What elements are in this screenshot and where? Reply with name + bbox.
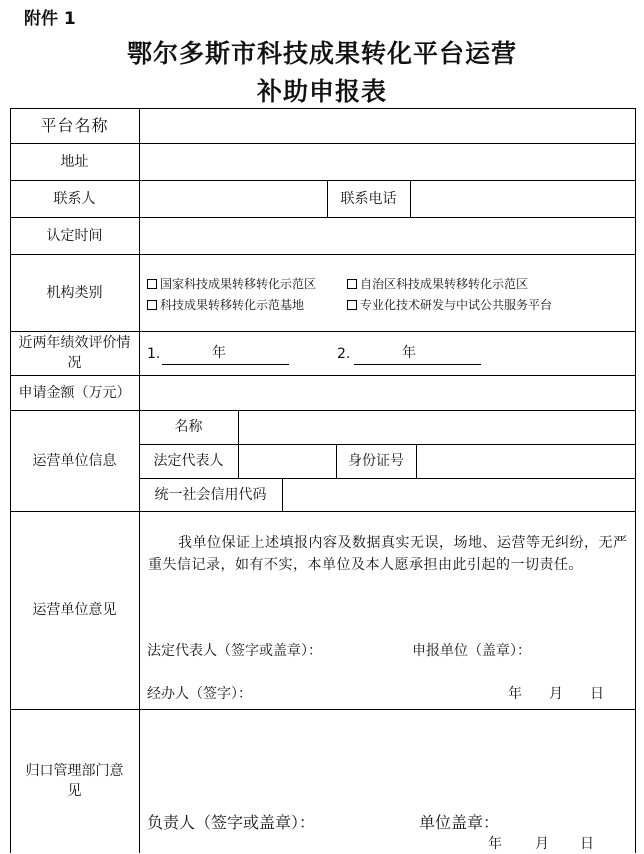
performance-item2-number: 2. (337, 346, 351, 362)
performance-item1-year: 年 (212, 345, 226, 361)
org-option-national[interactable]: 国家科技成果转移转化示范区 (147, 276, 316, 292)
form-title-line2: 补助申报表 (256, 77, 387, 106)
legal-sign-label: 法定代表人（签字或盖章）： (147, 643, 322, 659)
form-title-line1: 鄂尔多斯市科技成果转化平台运营 (126, 39, 517, 68)
handler-sign-label: 经办人（签字）： (147, 686, 252, 702)
table-border-right (635, 108, 636, 853)
org-option-base[interactable]: 科技成果转移转化示范基地 (147, 297, 304, 313)
operator-opinion-label: 运营单位意见 (32, 602, 117, 618)
phone-value-divider (410, 180, 411, 217)
phone-label: 联系电话 (340, 190, 397, 207)
id-value-divider (416, 444, 417, 478)
recognition-time-label: 认定时间 (46, 227, 103, 244)
performance-item2-year: 年 (402, 345, 416, 361)
performance-label: 近两年绩效评价情况 (18, 335, 131, 371)
checkbox-icon (347, 300, 357, 310)
operator-date-day: 日 (590, 686, 604, 702)
operator-date-year: 年 (508, 686, 522, 702)
operator-date-month: 月 (549, 686, 563, 702)
dept-opinion-label: 归口管理部门意见 (25, 763, 124, 799)
credit-code-divider (282, 478, 283, 511)
legal-rep-label: 法定代表人 (153, 453, 224, 469)
org-option-platform[interactable]: 专业化技术研发与中试公共服务平台 (347, 297, 552, 313)
org-option-region[interactable]: 自治区科技成果转移转化示范区 (347, 276, 528, 292)
address-label: 地址 (60, 153, 89, 170)
amount-label: 申请金额（万元） (18, 384, 131, 401)
dept-seal-label: 单位盖章： (419, 813, 500, 832)
unit-seal-label: 申报单位（盖章）： (412, 643, 531, 659)
org-type-label: 机构类别 (46, 284, 103, 301)
checkbox-icon (347, 279, 357, 289)
performance-item2-field[interactable] (354, 344, 481, 365)
operator-name-label: 名称 (174, 419, 203, 435)
application-form-table (10, 108, 636, 853)
checkbox-icon (147, 279, 157, 289)
credit-code-label: 统一社会信用代码 (154, 486, 267, 503)
dept-date-day: 日 (580, 836, 594, 852)
dept-date-month: 月 (535, 836, 549, 852)
contact-label: 联系人 (53, 190, 96, 207)
platform-name-label: 平台名称 (40, 115, 109, 135)
operator-info-label: 运营单位信息 (32, 452, 117, 469)
leader-sign-label: 负责人（签字或盖章）： (147, 813, 316, 832)
checkbox-icon (147, 300, 157, 310)
operator-statement: 我单位保证上述填报内容及数据真实无误，场地、运营等无纠纷，无严重失信记录，如有不实，本单位及本人愿承担由此引起的一切责任。 (148, 535, 628, 573)
performance-item1-number: 1. (147, 346, 161, 362)
id-number-label: 身份证号 (348, 453, 404, 469)
attachment-label: 附件 1 (24, 9, 76, 29)
dept-date-year: 年 (488, 836, 502, 852)
